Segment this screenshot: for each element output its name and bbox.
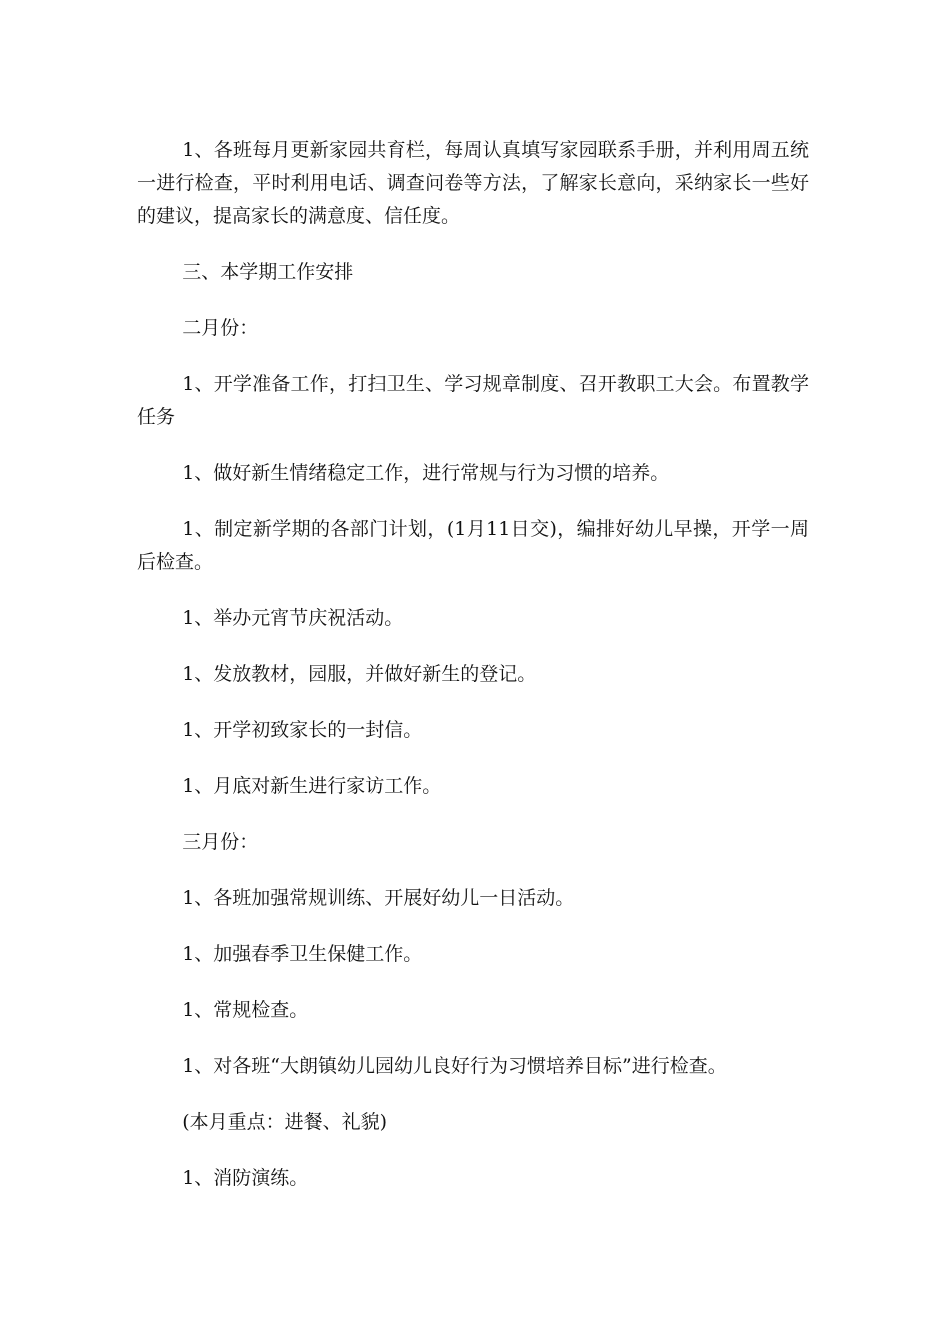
list-item: 1、开学准备工作，打扫卫生、学习规章制度、召开教职工大会。布置教学任务 [137, 373, 809, 428]
list-item: 1、举办元宵节庆祝活动。 [182, 607, 404, 629]
monthly-focus-note: (本月重点：进餐、礼貌) [182, 1111, 388, 1133]
list-item: 1、对各班“大朗镇幼儿园幼儿良好行为习惯培养目标”进行检查。 [182, 1055, 727, 1077]
month-heading-march: 三月份： [182, 831, 259, 853]
paragraph-family-communication: 1、各班每月更新家园共育栏，每周认真填写家园联系手册，并利用周五统一进行检查，平时利用电话、调查问卷等方法，了解家长意向，采纳家长一些好的建议，提高家长的满意度、信任度。 [137, 139, 809, 227]
list-item: 1、做好新生情绪稳定工作，进行常规与行为习惯的培养。 [182, 462, 670, 484]
list-item: 1、月底对新生进行家访工作。 [182, 775, 442, 797]
list-item: 1、加强春季卫生保健工作。 [182, 943, 423, 965]
list-item: 1、各班加强常规训练、开展好幼儿一日活动。 [182, 887, 575, 909]
month-heading-february: 二月份： [182, 317, 259, 339]
section-heading-semester-plan: 三、本学期工作安排 [182, 261, 354, 283]
list-item: 1、发放教材，园服，并做好新生的登记。 [182, 663, 537, 685]
document-body [137, 134, 809, 1218]
list-item: 1、常规检查。 [182, 999, 309, 1021]
list-item: 1、消防演练。 [182, 1167, 309, 1189]
list-item: 1、开学初致家长的一封信。 [182, 719, 423, 741]
list-item: 1、制定新学期的各部门计划，(1月11日交)，编排好幼儿早操，开学一周后检查。 [137, 518, 809, 573]
